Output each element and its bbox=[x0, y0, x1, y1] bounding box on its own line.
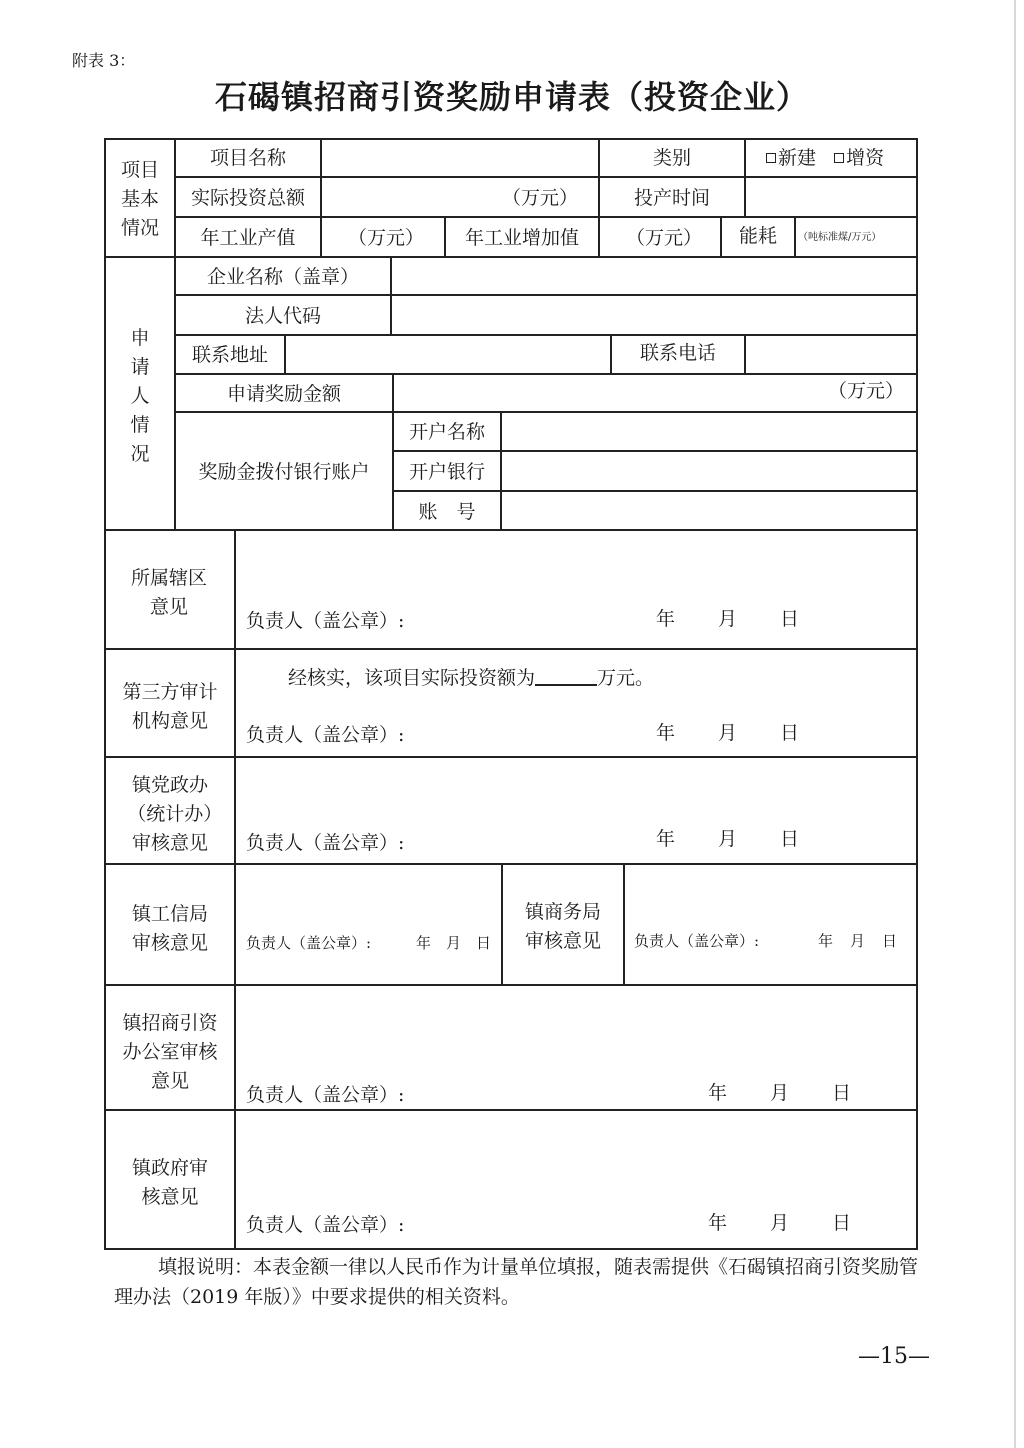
bureau-split-right bbox=[623, 863, 625, 984]
investment-office-signer: 负责人（盖公章）: bbox=[246, 1084, 405, 1106]
reward-amount-unit: （万元） bbox=[828, 380, 905, 402]
bank-name-label: 开户银行 bbox=[408, 461, 485, 483]
commerce-bureau-signer: 负责人（盖公章）: bbox=[634, 932, 760, 950]
audit-month: 月 bbox=[718, 722, 738, 744]
audit-opinion-label: 第三方审计机构意见 bbox=[122, 681, 218, 732]
legal-code-label: 法人代码 bbox=[244, 305, 321, 327]
border-right bbox=[916, 138, 918, 1250]
project-name-label: 项目名称 bbox=[209, 147, 286, 169]
checkbox-new[interactable] bbox=[766, 153, 776, 163]
phone-label: 联系电话 bbox=[639, 342, 716, 364]
project-row2 bbox=[174, 216, 918, 218]
company-name-label: 企业名称（盖章） bbox=[206, 266, 359, 288]
commerce-bureau-month: 月 bbox=[850, 932, 866, 950]
district-month: 月 bbox=[718, 608, 738, 630]
scan-edge bbox=[1014, 0, 1016, 1448]
commerce-bureau-opinion-label: 镇商务局审核意见 bbox=[524, 901, 601, 952]
industry-bureau-opinion-label: 镇工信局审核意见 bbox=[131, 903, 208, 954]
divider-project bbox=[104, 256, 918, 258]
total-investment-label: 实际投资总额 bbox=[190, 187, 305, 209]
government-month: 月 bbox=[770, 1212, 790, 1234]
divider-investment bbox=[104, 1109, 918, 1111]
production-time-label: 投产时间 bbox=[633, 187, 710, 209]
project-v1 bbox=[320, 138, 322, 216]
industry-bureau-signer: 负责人（盖公章）: bbox=[246, 934, 372, 952]
project-row1 bbox=[174, 176, 918, 178]
applicant-v1 bbox=[390, 256, 392, 334]
annual-added-label: 年工业增加值 bbox=[464, 227, 579, 249]
divider-district bbox=[104, 648, 918, 650]
audit-text-before: 经核实，该项目实际投资额为 bbox=[288, 667, 536, 689]
district-opinion-label: 所属辖区意见 bbox=[130, 567, 207, 618]
project-v6 bbox=[598, 216, 600, 256]
bank-row1 bbox=[392, 450, 918, 452]
opinion-column-line bbox=[234, 529, 236, 1249]
checkbox-increase[interactable] bbox=[834, 153, 844, 163]
category-label: 类别 bbox=[652, 147, 691, 169]
attachment-label: 附表 3： bbox=[72, 51, 136, 70]
total-investment-unit: （万元） bbox=[502, 187, 579, 209]
border-top bbox=[104, 138, 918, 140]
account-number-label: 账 号 bbox=[418, 501, 476, 523]
district-signer: 负责人（盖公章）: bbox=[246, 610, 405, 632]
audit-statement bbox=[288, 668, 654, 688]
annual-output-unit: （万元） bbox=[348, 227, 425, 249]
divider-party bbox=[104, 863, 918, 865]
government-opinion-label: 镇政府审核意见 bbox=[131, 1157, 208, 1208]
party-office-opinion-label: 镇党政办（统计办）审核意见 bbox=[127, 774, 213, 854]
divider-applicant bbox=[104, 529, 918, 531]
party-office-month: 月 bbox=[718, 828, 738, 850]
district-year: 年 bbox=[656, 608, 676, 630]
project-section-label: 项目基本情况 bbox=[120, 159, 159, 239]
form-title: 石碣镇招商引资奖励申请表（投资企业） bbox=[214, 78, 809, 116]
applicant-row1 bbox=[174, 294, 918, 296]
applicant-v4 bbox=[744, 334, 746, 373]
applicant-section-label: 申请人情况 bbox=[130, 327, 150, 465]
party-office-day: 日 bbox=[780, 828, 800, 850]
industry-bureau-month: 月 bbox=[446, 934, 462, 952]
commerce-bureau-year: 年 bbox=[818, 932, 834, 950]
reward-amount-label: 申请奖励金额 bbox=[226, 383, 341, 405]
investment-office-day: 日 bbox=[832, 1082, 852, 1104]
border-left bbox=[104, 138, 106, 1250]
party-office-year: 年 bbox=[656, 828, 676, 850]
option-new-label: 新建 bbox=[778, 147, 817, 169]
energy-unit: （吨标准煤/万元） bbox=[798, 232, 882, 243]
commerce-bureau-day: 日 bbox=[882, 932, 898, 950]
bank-account-section-label: 奖励金拨付银行账户 bbox=[198, 461, 370, 483]
option-increase-label: 增资 bbox=[846, 147, 885, 169]
filling-instructions: 填报说明：本表金额一律以人民币作为计量单位填报，随表需提供《石碣镇招商引资奖励管理办法（2019 年版）》中要求提供的相关资料。 bbox=[114, 1256, 919, 1308]
account-name-label: 开户名称 bbox=[408, 421, 485, 443]
address-label: 联系地址 bbox=[191, 344, 268, 366]
investment-office-month: 月 bbox=[770, 1082, 790, 1104]
party-office-signer: 负责人（盖公章）: bbox=[246, 832, 405, 854]
project-v3 bbox=[744, 138, 746, 216]
project-v8 bbox=[794, 216, 796, 256]
applicant-row4 bbox=[174, 411, 918, 413]
bureau-split-left bbox=[501, 863, 503, 984]
investment-office-opinion-label: 镇招商引资办公室审核意见 bbox=[122, 1012, 218, 1092]
investment-office-year: 年 bbox=[708, 1082, 728, 1104]
government-day: 日 bbox=[832, 1212, 852, 1234]
government-year: 年 bbox=[708, 1212, 728, 1234]
bank-v bbox=[500, 411, 502, 529]
divider-audit bbox=[104, 756, 918, 758]
industry-bureau-year: 年 bbox=[416, 934, 432, 952]
energy-label: 能耗 bbox=[738, 225, 777, 247]
applicant-row3 bbox=[174, 373, 918, 375]
category-options bbox=[766, 149, 884, 168]
bank-row2 bbox=[392, 490, 918, 492]
annual-output-label: 年工业产值 bbox=[200, 227, 296, 249]
audit-amount-blank[interactable] bbox=[535, 668, 597, 686]
audit-year: 年 bbox=[656, 722, 676, 744]
application-form bbox=[104, 138, 918, 1250]
border-bottom bbox=[104, 1248, 918, 1250]
page-number: —15— bbox=[858, 1344, 930, 1369]
audit-day: 日 bbox=[780, 722, 800, 744]
applicant-v2 bbox=[284, 334, 286, 373]
district-day: 日 bbox=[780, 608, 800, 630]
industry-bureau-day: 日 bbox=[476, 934, 492, 952]
project-v4 bbox=[320, 216, 322, 256]
government-signer: 负责人（盖公章）: bbox=[246, 1214, 405, 1236]
annual-added-unit: （万元） bbox=[626, 227, 703, 249]
audit-text-after: 万元。 bbox=[597, 667, 655, 689]
divider-bureaus bbox=[104, 984, 918, 986]
audit-signer: 负责人（盖公章）: bbox=[246, 724, 405, 746]
